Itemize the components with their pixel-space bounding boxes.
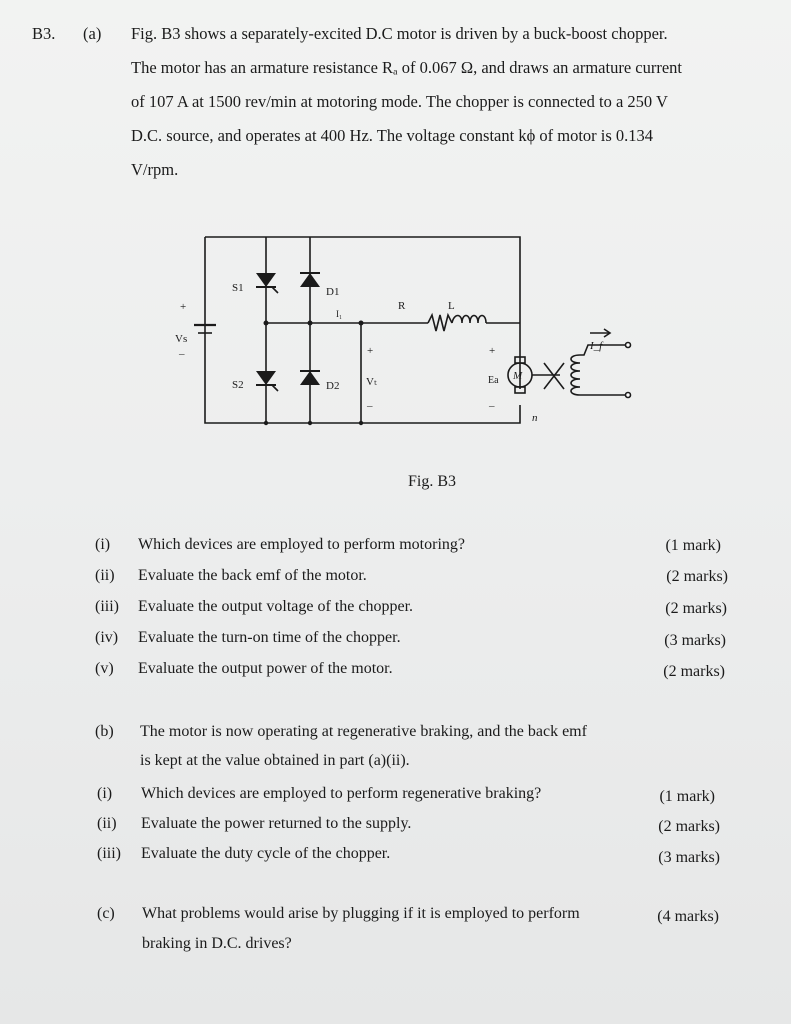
- part-c-line-1: What problems would arise by plugging if it is employed to perform: [142, 905, 580, 922]
- a-sub-1-marks: (1 mark): [665, 537, 721, 554]
- a-sub-4-num: (iv): [95, 629, 119, 646]
- source-plus-label: +: [180, 301, 187, 313]
- intro-line-1: Fig. B3 shows a separately-excited D.C motor is driven by a buck-boost chopper.: [131, 24, 668, 43]
- intro-line-2: The motor has an armature resistance Rₐ of 0.067 Ω, and draws an armature current: [131, 58, 682, 77]
- a-sub-4-marks: (3 marks): [664, 632, 726, 649]
- diode-d1-icon: [300, 273, 320, 287]
- switch-s1-icon: [256, 273, 278, 293]
- part-c-marks: (4 marks): [657, 908, 719, 925]
- a-sub-3-num: (iii): [95, 598, 119, 615]
- part-c-line-2: braking in D.C. drives?: [142, 935, 292, 952]
- speed-label: n: [532, 412, 538, 424]
- switch-s2-label: S2: [232, 379, 244, 391]
- field-winding-symbol: [571, 355, 580, 395]
- a-sub-5-num: (v): [95, 660, 114, 677]
- b-sub-1-marks: (1 mark): [659, 788, 715, 805]
- a-sub-5-marks: (2 marks): [663, 663, 725, 680]
- part-b-label: (b): [95, 723, 114, 740]
- b-sub-2-text: Evaluate the power returned to the supply.: [141, 815, 412, 832]
- b-sub-3-text: Evaluate the duty cycle of the chopper.: [141, 845, 391, 862]
- part-b-intro-2: is kept at the value obtained in part (a)(ii).: [140, 752, 410, 769]
- top-wire: [205, 237, 520, 323]
- inductor-label: L: [448, 300, 455, 312]
- ea-minus-label: –: [489, 400, 495, 412]
- intro-line-5: V/rpm.: [131, 160, 179, 179]
- vt-plus-label: +: [367, 345, 374, 357]
- field-current-label: I_f: [590, 340, 603, 352]
- a-sub-2-marks: (2 marks): [666, 568, 728, 585]
- b-sub-2-marks: (2 marks): [658, 818, 720, 835]
- a-sub-5-text: Evaluate the output power of the motor.: [138, 660, 393, 677]
- b-sub-1-num: (i): [97, 785, 113, 802]
- a-sub-4-text: Evaluate the turn-on time of the chopper.: [138, 629, 401, 646]
- diode-d1-label: D1: [326, 286, 340, 298]
- a-sub-3-marks: (2 marks): [665, 600, 727, 617]
- question-number: B3.: [32, 24, 56, 43]
- part-b-intro-1: The motor is now operating at regenerative braking, and the back emf: [140, 723, 587, 740]
- ea-plus-label: +: [489, 345, 496, 357]
- current-label: I₁: [336, 309, 343, 319]
- circuit-diagram: [160, 225, 640, 440]
- switch-s1-label: S1: [232, 282, 244, 294]
- b-sub-3-num: (iii): [97, 845, 121, 862]
- b-sub-1-text: Which devices are employed to perform regenerative braking?: [141, 785, 542, 802]
- source-minus-label: –: [179, 348, 185, 360]
- switch-s2-icon: [256, 371, 278, 391]
- a-sub-3-text: Evaluate the output voltage of the chopper.: [138, 598, 414, 615]
- vt-label: Vₜ: [366, 376, 377, 388]
- b-sub-2-num: (ii): [97, 815, 117, 832]
- diode-d2-label: D2: [326, 380, 340, 392]
- a-sub-2-num: (ii): [95, 567, 115, 584]
- bottom-wire: [205, 237, 520, 423]
- part-a-intro: [131, 17, 771, 187]
- inductor-symbol: [452, 316, 486, 324]
- a-sub-1-text: Which devices are employed to perform motoring?: [138, 536, 465, 553]
- vt-minus-label: –: [367, 400, 373, 412]
- part-c-label: (c): [97, 905, 115, 922]
- ea-label: Ea: [488, 375, 499, 386]
- motor-label: M: [513, 370, 523, 382]
- a-sub-1-num: (i): [95, 536, 111, 553]
- intro-line-4: D.C. source, and operates at 400 Hz. The voltage constant kϕ of motor is 0.134: [131, 126, 654, 145]
- source-label: Vs: [175, 333, 188, 345]
- part-a-label: (a): [83, 24, 102, 43]
- figure-caption: Fig. B3: [408, 473, 457, 490]
- resistor-label: R: [398, 300, 406, 312]
- a-sub-2-text: Evaluate the back emf of the motor.: [138, 567, 367, 584]
- diode-d2-icon: [300, 371, 320, 385]
- b-sub-3-marks: (3 marks): [658, 849, 720, 866]
- resistor-symbol: [428, 315, 452, 331]
- intro-line-3: of 107 A at 1500 rev/min at motoring mode. The chopper is connected to a 250 V: [131, 92, 668, 111]
